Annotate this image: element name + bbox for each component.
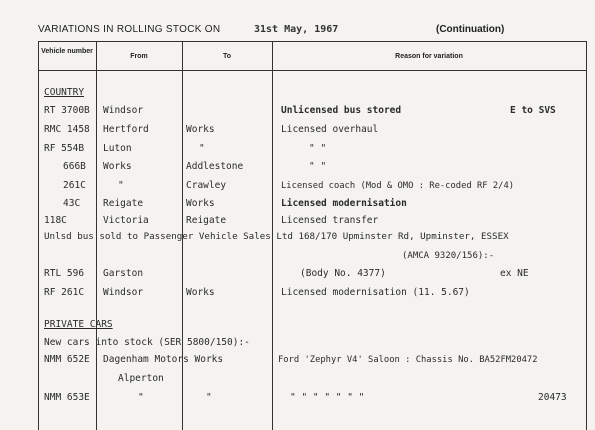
vehicle-number: NMM 652E [44, 354, 90, 365]
vehicle-number: RTL 596 [44, 268, 85, 279]
reason-text: Ford 'Zephyr V4' Saloon : Chassis No. BA52FM20472 [278, 355, 538, 365]
from-location: Works [103, 161, 132, 172]
from-location: Victoria [103, 215, 149, 226]
document-title: VARIATIONS IN ROLLING STOCK ON [38, 24, 221, 35]
column-header-to: To [222, 53, 232, 60]
from-location: Hertford [103, 124, 149, 135]
vehicle-number: RF 554B [44, 143, 85, 154]
reason-text: Licensed modernisation [281, 198, 407, 209]
vehicle-number: RMC 1458 [44, 124, 90, 135]
to-location: Addlestone [186, 161, 244, 172]
to-location: Works [186, 198, 215, 209]
reason-text: " " [309, 143, 327, 154]
vehicle-number: 666B [63, 161, 86, 172]
document-date: 31st May, 1967 [254, 24, 339, 35]
sale-note: Unlsd bus sold to Passenger Vehicle Sales Ltd 168/170 Upminster Rd, Upminster, ESSEX [44, 231, 509, 242]
from-location: Luton [103, 143, 132, 154]
vehicle-number: 43C [63, 198, 81, 209]
reason-note: 20473 [538, 392, 567, 403]
reason-text: Unlicensed bus stored [281, 105, 402, 116]
from-location: Windsor [103, 105, 144, 116]
reason-note: E to SVS [510, 105, 556, 116]
vehicle-number: 118C [44, 215, 67, 226]
from-location: Dagenham Motors Works [103, 354, 224, 365]
to-location: Reigate [186, 215, 227, 226]
to-location: " [206, 392, 212, 403]
continuation-label: (Continuation) [436, 24, 505, 35]
from-location: Windsor [103, 287, 144, 298]
reason-text: " " [309, 161, 327, 172]
to-location: Works [186, 287, 215, 298]
reason-text: " " " " " " " [290, 392, 365, 403]
vehicle-number: NMM 653E [44, 392, 90, 403]
reason-text: (Body No. 4377) [300, 268, 386, 279]
vehicle-number: RF 261C [44, 287, 85, 298]
section-heading-country: COUNTRY [44, 87, 85, 98]
table-top-rule [38, 41, 586, 42]
from-location: Garston [103, 268, 144, 279]
table-right-border [586, 41, 587, 430]
from-location: Reigate [103, 198, 144, 209]
to-location: Works [186, 124, 215, 135]
to-location: Crawley [186, 180, 227, 191]
table-left-border [38, 41, 39, 430]
from-location: " [118, 180, 124, 191]
column-header-vehicle: Vehicle number [41, 48, 93, 55]
section-heading-private-cars: PRIVATE CARS [44, 319, 113, 330]
reason-note: ex NE [500, 268, 529, 279]
to-location: " [199, 143, 205, 154]
vehicle-number: RT 3700B [44, 105, 90, 116]
reason-text: Licensed coach (Mod & OMO : Re-coded RF 2/4) [281, 181, 515, 191]
reason-text: Licensed transfer [281, 215, 379, 226]
reason-text: Licensed overhaul [281, 124, 379, 135]
from-location-line2: Alperton [118, 373, 164, 384]
column-header-from: From [130, 53, 148, 60]
column-header-reason: Reason for variation [395, 53, 463, 60]
table-header-rule [38, 70, 586, 71]
sale-reference: (AMCA 9320/156):- [402, 251, 495, 261]
from-location: " [138, 392, 144, 403]
new-cars-note: New cars into stock (SER 5800/150):- [44, 337, 250, 348]
reason-text: Licensed modernisation (11. 5.67) [281, 287, 470, 298]
vehicle-number: 261C [63, 180, 86, 191]
